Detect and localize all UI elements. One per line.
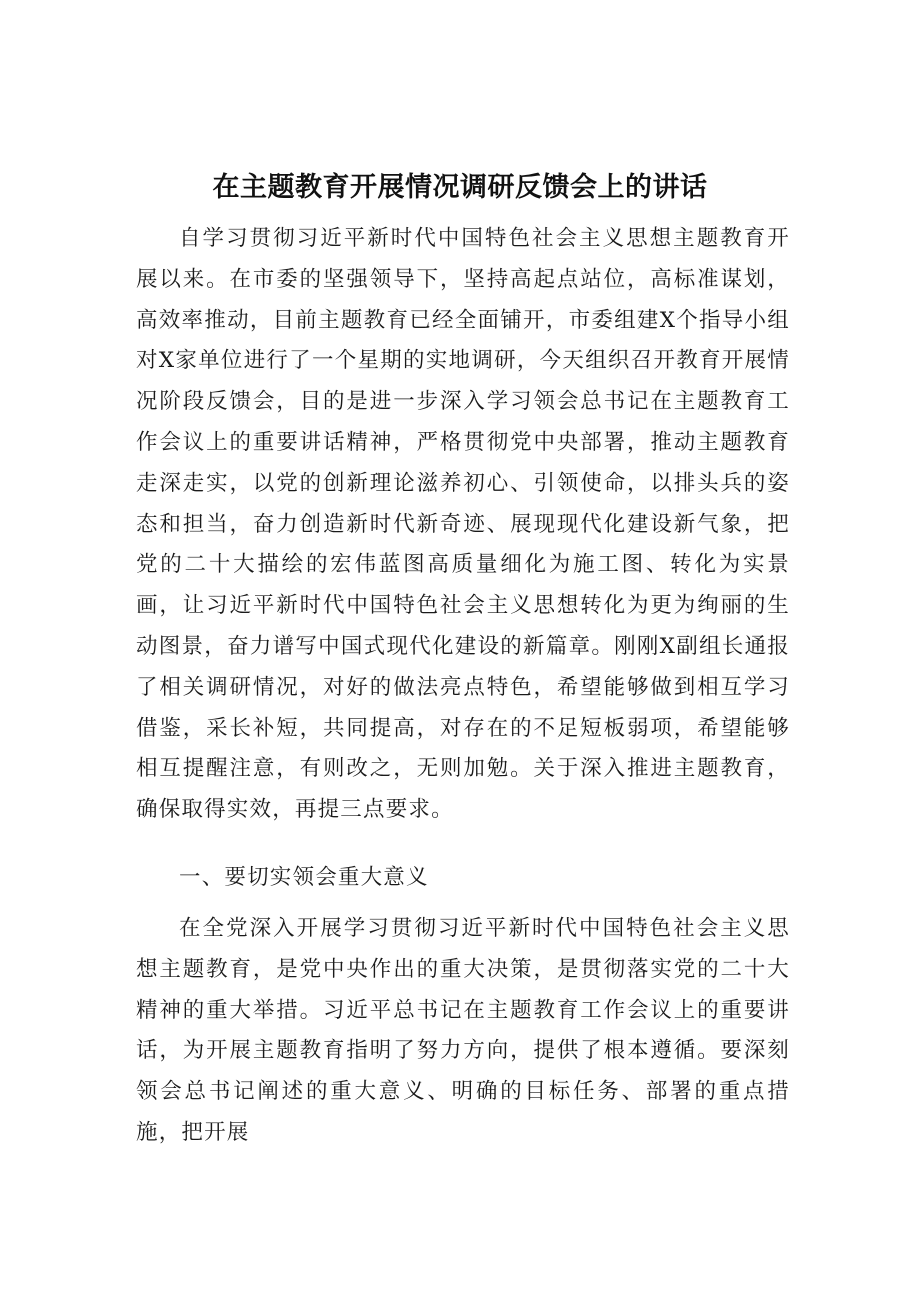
section-1-paragraph: 在全党深入开展学习贯彻习近平新时代中国特色社会主义思想主题教育，是党中央作出的重大决策，是贯彻落实党的二十大精神的重大举措。习近平总书记在主题教育工作会议上的重要讲话，为开展主题教育指明了努力方向，提供了根本遵循。要深刻领会总书记阐述的重大意义、明确的目标任务、部署的重点措施，把开展 bbox=[136, 916, 790, 1145]
document-title: 在主题教育开展情况调研反馈会上的讲话 bbox=[212, 172, 708, 203]
intro-paragraph: 自学习贯彻习近平新时代中国特色社会主义思想主题教育开展以来。在市委的坚强领导下，坚持高起点站位，高标准谋划，高效率推动，目前主题教育已经全面铺开，市委组建X个指导小组对X家单位进行了一个星期的实地调研，今天组织召开教育开展情况阶段反馈会，目的是进一步深入学习领会总书记在主题教育工作会议上的重要讲话精神，严格贯彻党中央部署，推动主题教育走深走实，以党的创新理论滋养初心、引领使命，以排头兵的姿态和担当，奋力创造新时代新奇迹、展现现代化建设新气象，把党的二十大描绘的宏伟蓝图高质量细化为施工图、转化为实景画，让习近平新时代中国特色社会主义思想转化为更为绚丽的生动图景，奋力谱写中国式现代化建设的新篇章。刚刚X副组长通报了相关调研情况，对好的做法亮点特色，希望能够做到相互学习借鉴，采长补短，共同提高，对存在的不足短板弱项，希望能够相互提醒注意，有则改之，无则加勉。关于深入推进主题教育，确保取得实效，再提三点要求。 bbox=[136, 226, 790, 823]
section-heading-1: 一、要切实领会重大意义 bbox=[179, 865, 429, 890]
